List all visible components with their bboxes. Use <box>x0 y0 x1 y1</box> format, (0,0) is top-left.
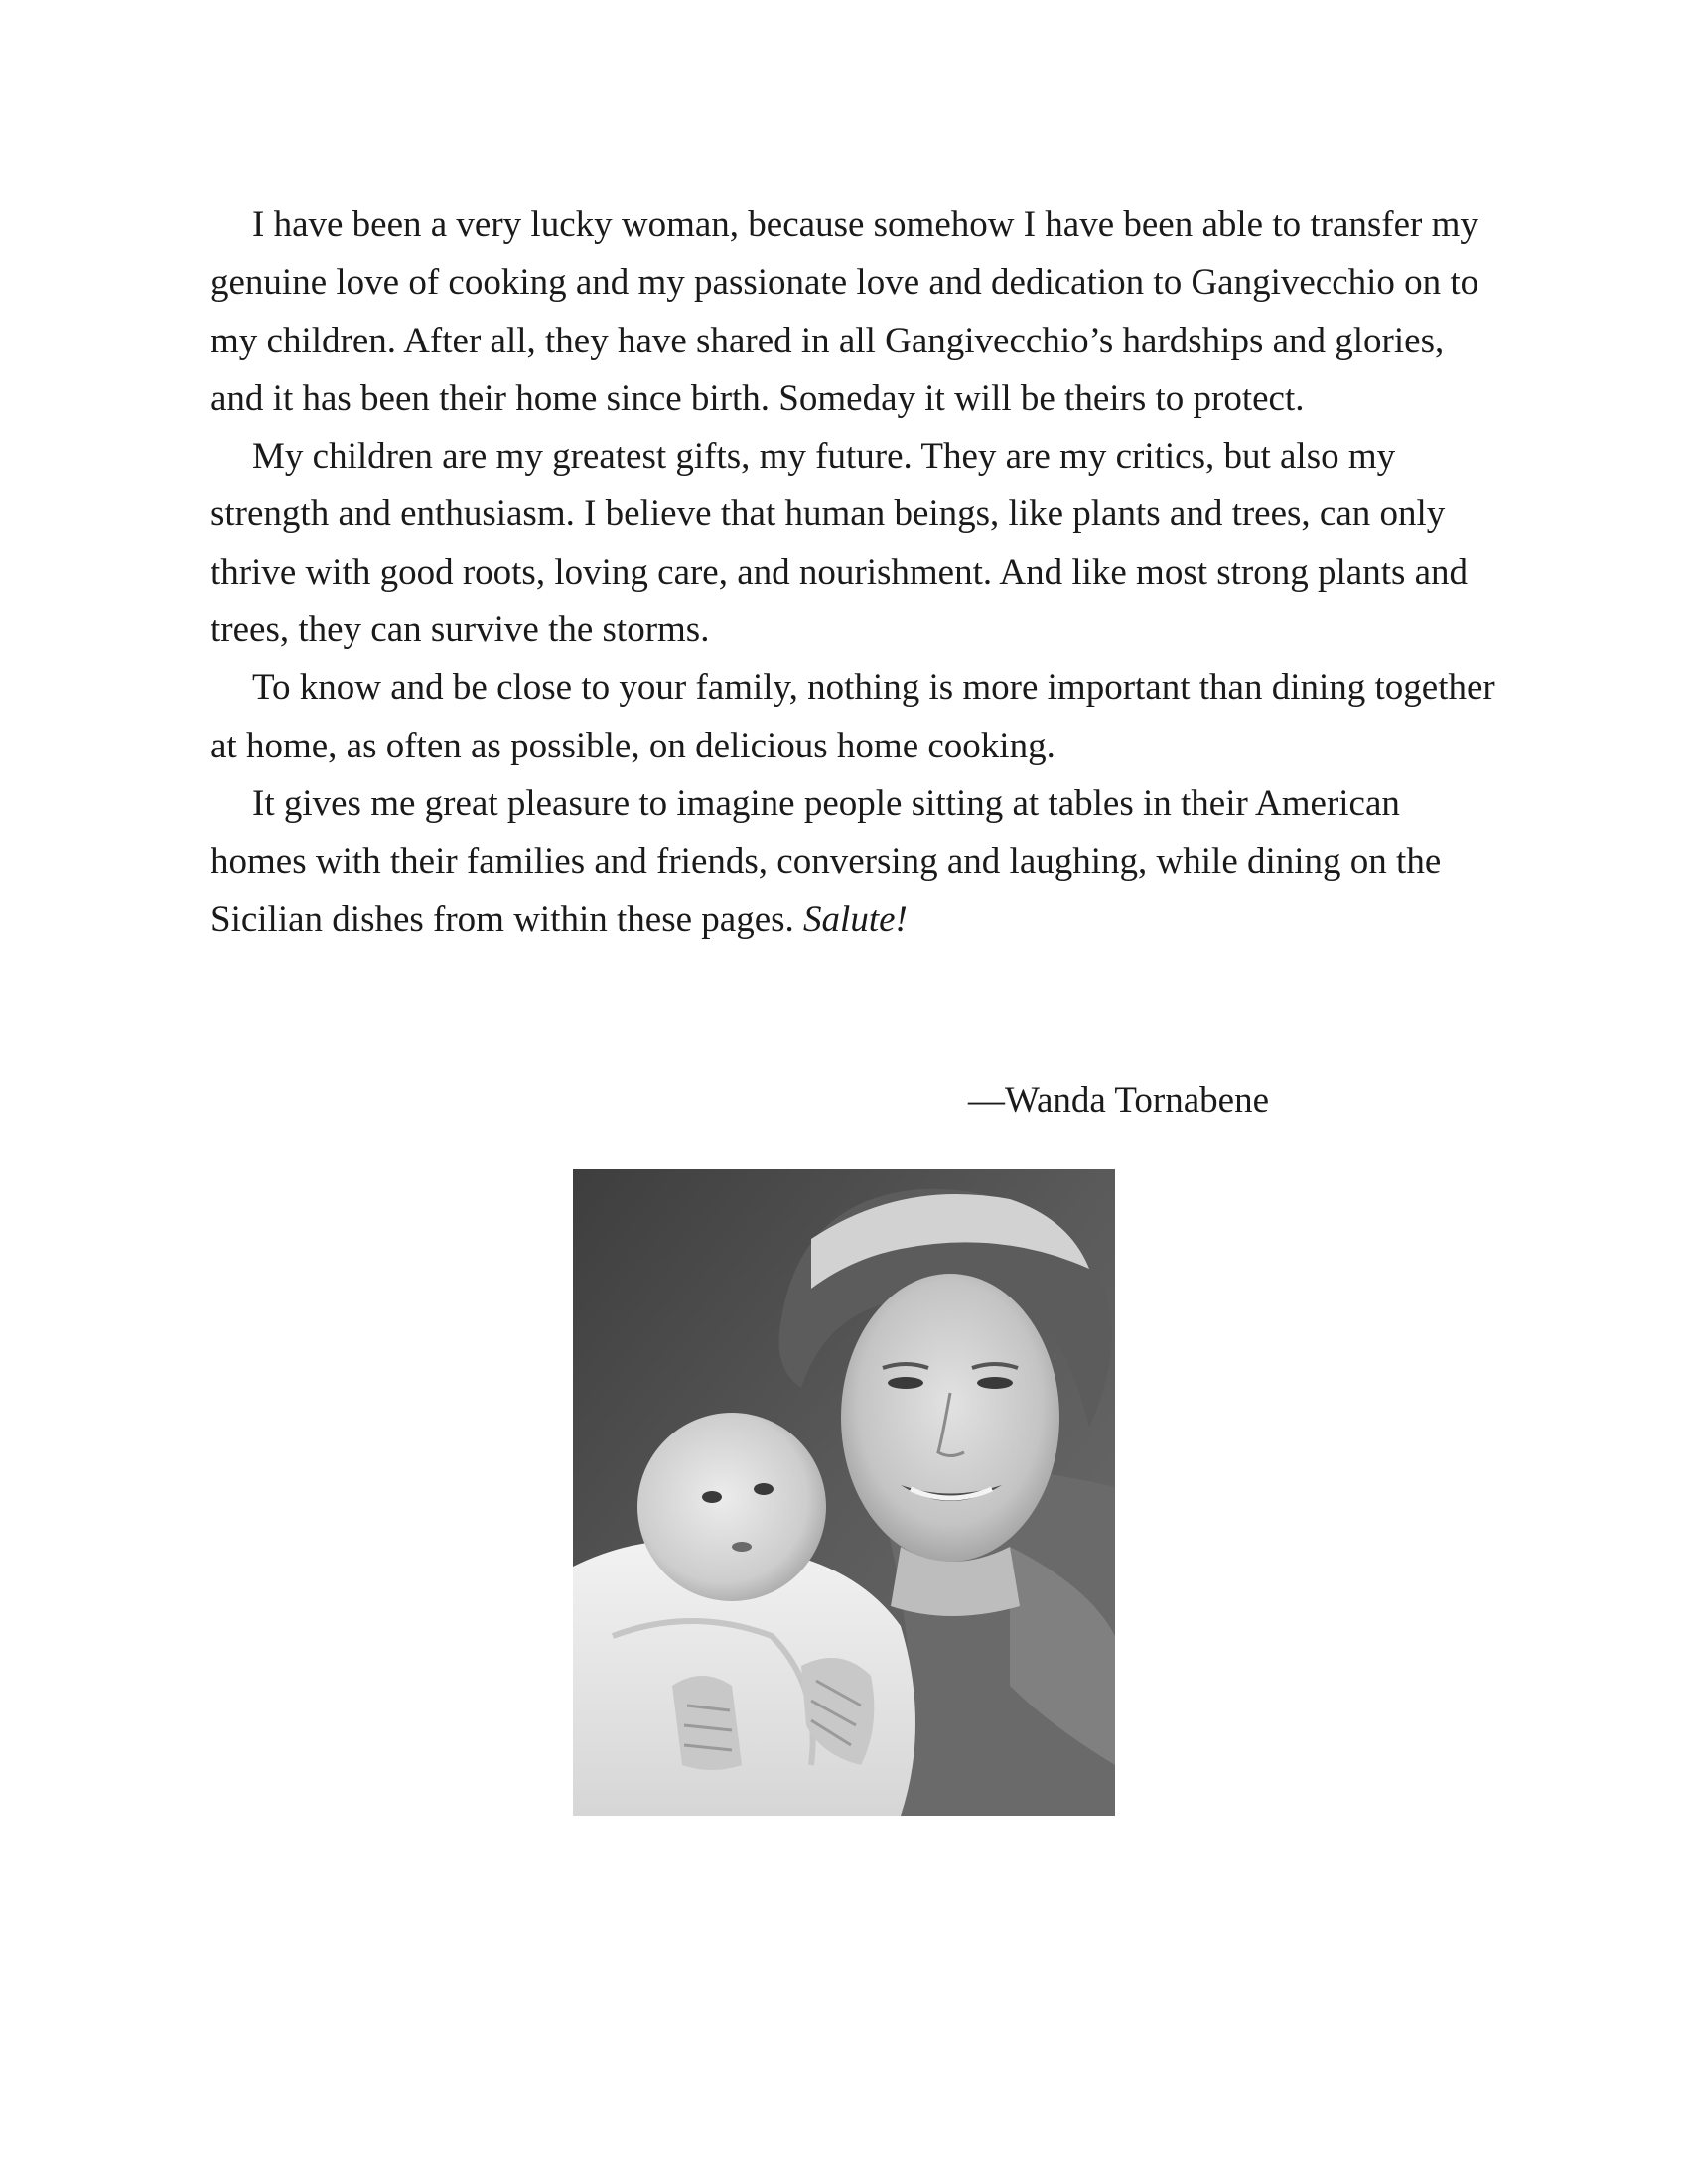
paragraph-3-text: To know and be close to your family, nothing is more important than dining together at home, as often as possible, on delicious home cooking. <box>211 667 1495 766</box>
paragraph-4-text: It gives me great pleasure to imagine people sitting at tables in their American homes with their families and friends, conversing and laughing, while dining on the Sicilian dishes from within these pages. <box>211 782 1442 940</box>
paragraph-2 <box>211 428 1501 659</box>
photograph-mother-and-baby <box>573 1169 1115 1816</box>
paragraph-2-text: My children are my greatest gifts, my future. They are my critics, but also my strength and enthusiasm. I believe that human beings, like plants and trees, can only thrive with good roots, loving care, and nourishment. And like most strong plants and trees, they can survive the storms. <box>211 436 1469 651</box>
paragraph-3 <box>211 659 1501 775</box>
salute-italic: Salute! <box>803 898 908 940</box>
signature: —Wanda Tornabene <box>968 1080 1269 1121</box>
paragraph-1-text: I have been a very lucky woman, because somehow I have been able to transfer my genuine love of cooking and my passionate love and dedication to Gangivecchio on to my children. After all, they have shared in all Gangivecchio’s hardships and glories, and it has been their home since birth. Someday it will be theirs to protect. <box>211 205 1479 419</box>
body-text <box>211 197 1501 949</box>
paragraph-1 <box>211 197 1501 428</box>
paragraph-4 <box>211 775 1501 949</box>
